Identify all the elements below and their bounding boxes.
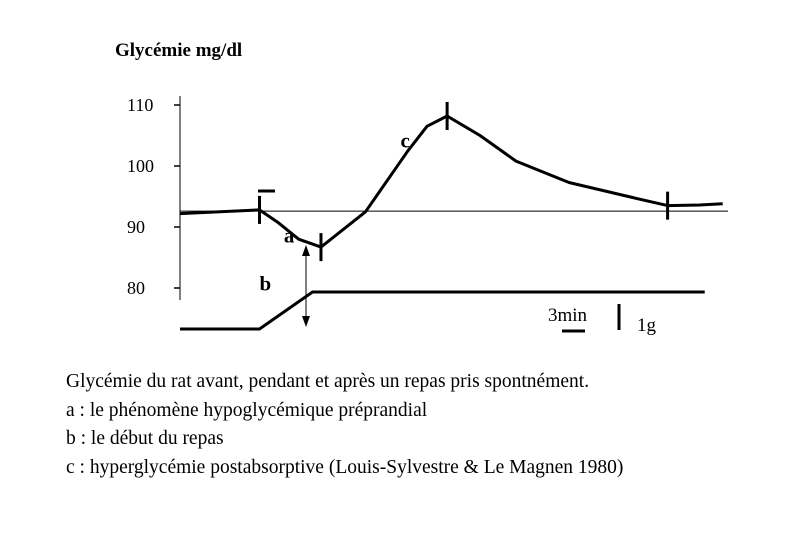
annotation-label-a: a bbox=[283, 223, 295, 248]
scale-bar bbox=[548, 304, 657, 336]
meal-start-arrow bbox=[302, 245, 310, 327]
glycemia-series-line bbox=[180, 116, 723, 247]
mass-scale-label: 1g bbox=[637, 315, 656, 336]
caption-line: b : le début du repas bbox=[66, 428, 224, 449]
y-tick-label: 80 bbox=[127, 278, 145, 298]
figure-caption bbox=[66, 368, 623, 482]
y-ticks bbox=[127, 95, 180, 298]
annotation-label-c: c bbox=[400, 128, 410, 153]
y-tick-label: 110 bbox=[127, 95, 154, 115]
y-tick-label: 90 bbox=[127, 217, 145, 237]
annotations bbox=[260, 129, 410, 296]
caption-line: a : le phénomène hypoglycémique préprandial bbox=[66, 399, 428, 421]
caption-line: Glycémie du rat avant, pendant et après un repas pris spontnément. bbox=[66, 371, 590, 392]
time-scale-label: 3min bbox=[548, 305, 588, 326]
y-tick-label: 100 bbox=[127, 156, 154, 176]
annotation-label-b: b bbox=[259, 271, 272, 296]
meal-series-line bbox=[180, 292, 705, 329]
y-axis-label: Glycémie mg/dl bbox=[115, 40, 243, 61]
caption-line: c : hyperglycémie postabsorptive (Louis-Sylvestre & Le Magnen 1980) bbox=[66, 456, 624, 478]
